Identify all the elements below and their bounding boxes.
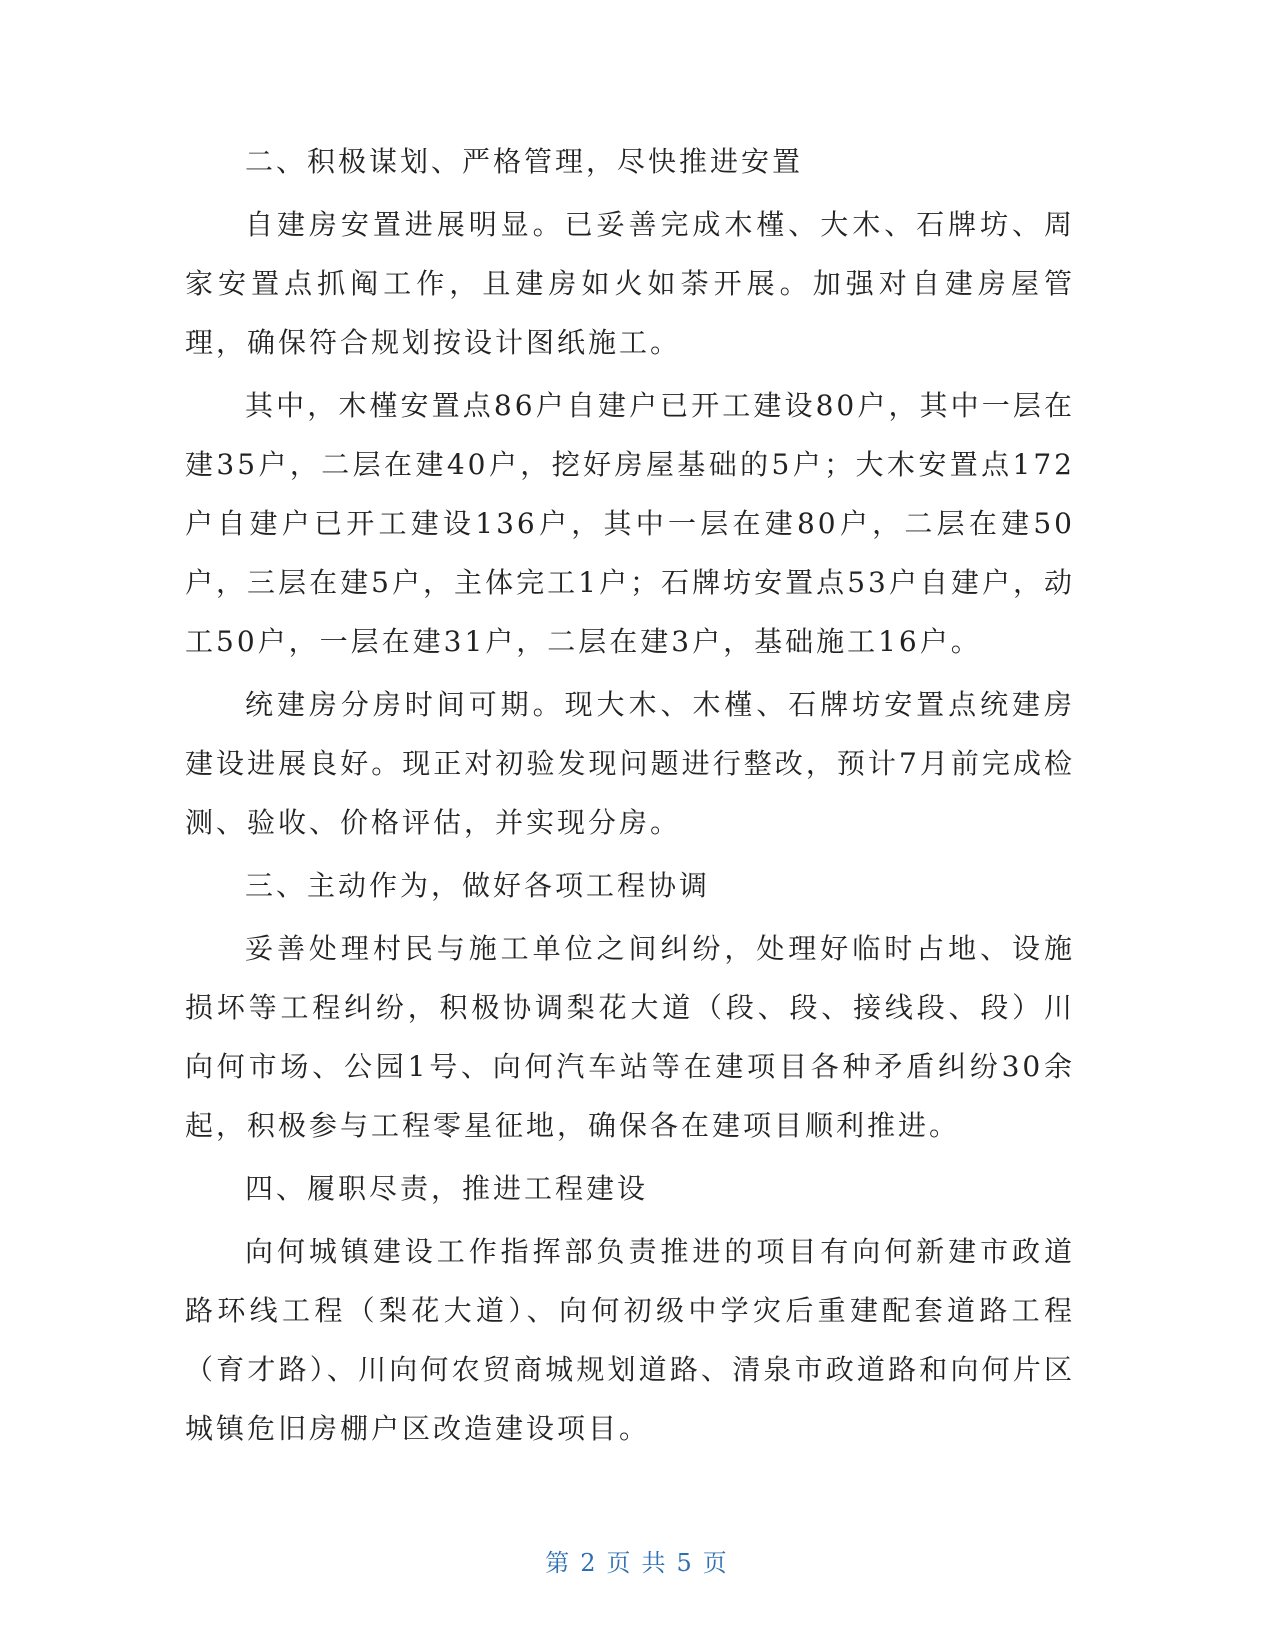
section-heading: 二、积极谋划、严格管理，尽快推进安置 [245, 145, 804, 178]
footer-page-word: 页 [606, 1549, 634, 1577]
current-page-number: 2 [580, 1549, 599, 1577]
document-body [185, 132, 1075, 1462]
section-heading: 四、履职尽责，推进工程建设 [245, 1172, 649, 1205]
paragraph: 统建房分房时间可期。现大木、木槿、石牌坊安置点统建房建设进展良好。现正对初验发现问题进行整改，预计7月前完成检测、验收、价格评估，并实现分房。 [185, 688, 1075, 839]
section-heading: 三、主动作为，做好各项工程协调 [245, 869, 711, 902]
paragraph: 其中，木槿安置点86户自建户已开工建设80户，其中一层在建35户，二层在建40户，挖好房屋基础的5户；大木安置点172户自建户已开工建设136户，其中一层在建80户，二层在建50户，三层在建5户，主体完工1户；石牌坊安置点53户自建户，动工50户，一层在建31户，二层在建3户，基础施工16户。 [185, 389, 1075, 658]
total-pages-number: 5 [676, 1549, 695, 1577]
page-footer [0, 1543, 1275, 1578]
paragraph: 向何城镇建设工作指挥部负责推进的项目有向何新建市政道路环线工程（梨花大道）、向何初级中学灾后重建配套道路工程（育才路）、川向何农贸商城规划道路、清泉市政道路和向何片区城镇危旧房棚户区改造建设项目。 [185, 1235, 1075, 1445]
footer-prefix: 第 [545, 1549, 573, 1577]
footer-total-word: 共 [641, 1549, 669, 1577]
paragraph: 妥善处理村民与施工单位之间纠纷，处理好临时占地、设施损坏等工程纠纷，积极协调梨花大道（段、段、接线段、段）川向何市场、公园1号、向何汽车站等在建项目各种矛盾纠纷30余起，积极参与工程零星征地，确保各在建项目顺利推进。 [185, 932, 1075, 1142]
paragraph: 自建房安置进展明显。已妥善完成木槿、大木、石牌坊、周家安置点抓阄工作，且建房如火如荼开展。加强对自建房屋管理，确保符合规划按设计图纸施工。 [185, 208, 1075, 359]
footer-suffix: 页 [702, 1549, 730, 1577]
